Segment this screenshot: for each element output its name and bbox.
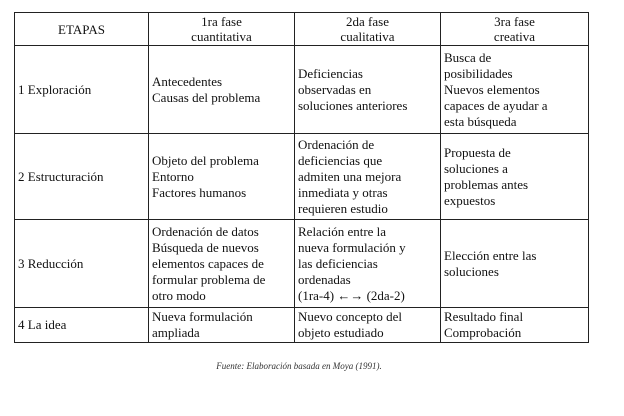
header-text: cuantitativa <box>191 29 252 44</box>
stage-label: 3 Reducción <box>18 255 84 271</box>
stage-cell <box>15 308 149 343</box>
fase-3-cell <box>441 308 589 343</box>
fase-3-cell <box>441 134 589 220</box>
header-text: 2da fase <box>346 14 389 29</box>
header-text: ETAPAS <box>58 21 105 37</box>
cell-text: Comprobación <box>444 325 522 340</box>
fase-2-cell <box>295 220 441 308</box>
cell-text: Busca de <box>444 49 492 65</box>
cell-text: Elección entre las <box>444 247 537 263</box>
header-text: creativa <box>493 29 536 44</box>
cell-text: requieren estudio <box>298 200 388 216</box>
header-etapas <box>15 13 149 46</box>
cell-text: posibilidades <box>444 65 513 81</box>
cell-text: capaces de ayudar a <box>444 97 548 113</box>
header-row <box>15 13 589 46</box>
table-row <box>15 220 589 308</box>
table-row <box>15 46 589 134</box>
table-row <box>15 134 589 220</box>
cell-text: Factores humanos <box>152 184 247 200</box>
fase-2-cell <box>295 134 441 220</box>
header-text: 3ra fase <box>494 14 535 29</box>
cell-text: Propuesta de <box>444 144 511 160</box>
cell-text: nueva formulación y <box>298 239 406 255</box>
cell-text: Deficiencias <box>298 65 363 81</box>
cell-text: Ordenación de datos <box>152 223 259 239</box>
stages-table <box>14 12 589 343</box>
cell-text: Búsqueda de nuevos <box>152 239 259 255</box>
cell-text: soluciones a <box>444 160 508 176</box>
fase-2-cell <box>295 308 441 343</box>
stage-label: 1 Exploración <box>18 81 92 97</box>
cell-text: expuestos <box>444 192 496 208</box>
cell-text: problemas antes <box>444 176 529 192</box>
cell-text: soluciones anteriores <box>298 97 408 113</box>
fase-3-cell <box>441 46 589 134</box>
cell-text: inmediata y otras <box>298 184 388 200</box>
fase-1-cell <box>149 308 295 343</box>
cell-text: ampliada <box>152 325 200 340</box>
stage-cell <box>15 220 149 308</box>
cell-text: Nuevos elementos <box>444 81 540 97</box>
stage-label: 2 Estructuración <box>18 168 104 184</box>
cell-text: admiten una mejora <box>298 168 402 184</box>
cell-text: Antecedentes <box>152 73 223 89</box>
cell-text: soluciones <box>444 263 499 279</box>
fase-1-cell <box>149 46 295 134</box>
stage-cell <box>15 134 149 220</box>
cell-text: Resultado final <box>444 309 524 324</box>
fase-3-cell <box>441 220 589 308</box>
header-fase-1 <box>149 13 295 46</box>
header-fase-3 <box>441 13 589 46</box>
cell-text: Ordenación de <box>298 136 375 152</box>
cell-text: las deficiencias <box>298 255 378 271</box>
cell-text: esta búsqueda <box>444 113 517 129</box>
source-caption: Fuente: Elaboración basada en Moya (1991). <box>216 361 382 371</box>
header-text: 1ra fase <box>201 14 242 29</box>
cell-text: ordenadas <box>298 271 351 287</box>
cell-text: observadas en <box>298 81 372 97</box>
cell-text: elementos capaces de <box>152 255 264 271</box>
stage-cell <box>15 46 149 134</box>
cell-text: Relación entre la <box>298 223 387 239</box>
cell-text: formular problema de <box>152 271 266 287</box>
cell-text: Nuevo concepto del <box>298 309 402 324</box>
cell-text: otro modo <box>152 287 206 303</box>
cell-text: Objeto del problema <box>152 152 259 168</box>
cell-text: Nueva formulación <box>152 309 253 324</box>
header-text: cualitativa <box>340 29 395 44</box>
cell-text: deficiencias que <box>298 152 383 168</box>
fase-1-cell <box>149 220 295 308</box>
cell-text: objeto estudiado <box>298 325 384 340</box>
cell-text: Causas del problema <box>152 89 261 105</box>
header-fase-2 <box>295 13 441 46</box>
fase-2-cell <box>295 46 441 134</box>
cell-text: (1ra-4) ←→ (2da-2) <box>298 287 405 303</box>
fase-1-cell <box>149 134 295 220</box>
stage-label: 4 La idea <box>18 317 67 332</box>
cell-text: Entorno <box>152 168 194 184</box>
table-row <box>15 308 589 343</box>
